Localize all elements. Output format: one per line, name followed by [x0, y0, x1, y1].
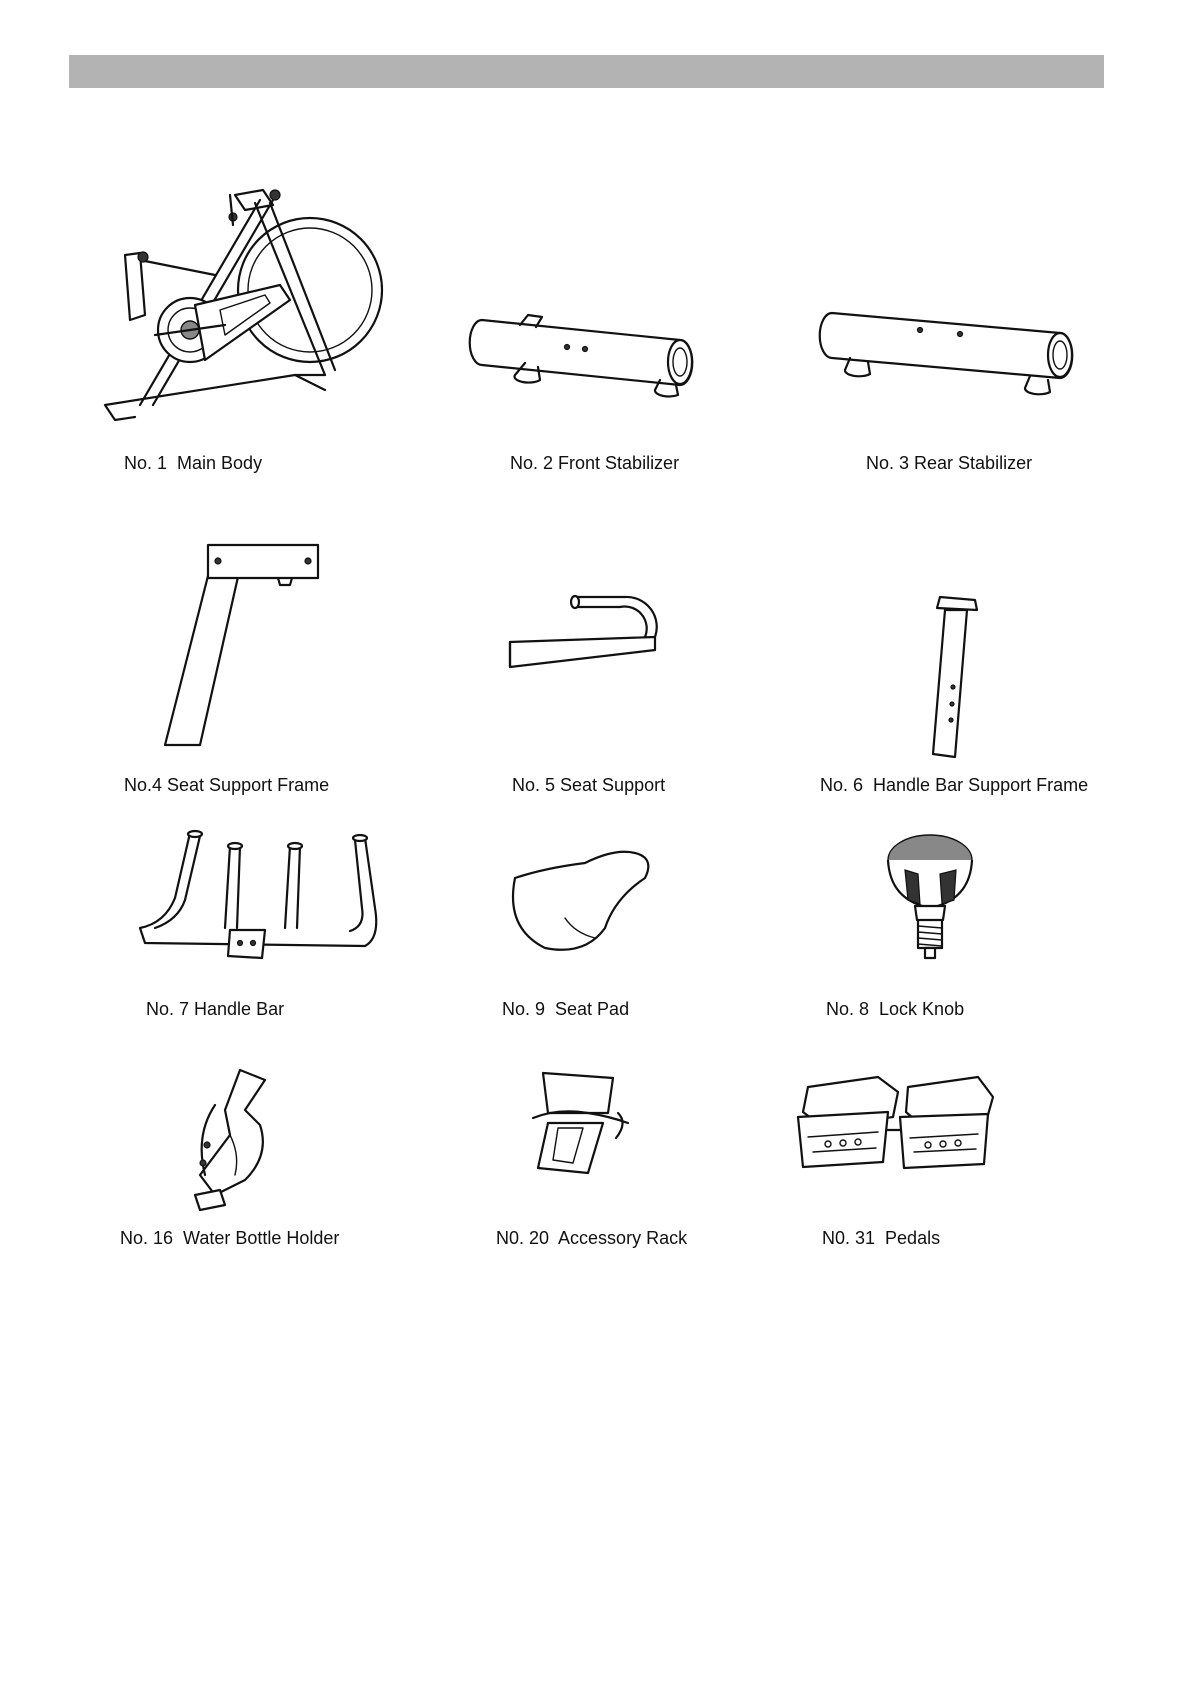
part-label-main-body: No. 1 Main Body — [124, 453, 263, 473]
part-label-rear-stabilizer: No. 3 Rear Stabilizer — [866, 453, 1033, 473]
part-label-lock-knob: No. 8 Lock Knob — [826, 999, 965, 1019]
pedals-illustration — [788, 1072, 998, 1182]
water-bottle-holder-illustration — [185, 1065, 295, 1215]
part-label-seat-pad: No. 9 Seat Pad — [502, 999, 630, 1019]
lock-knob-illustration — [880, 830, 980, 960]
part-label-seat-support: No. 5 Seat Support — [512, 775, 666, 795]
part-label-pedals: N0. 31 Pedals — [822, 1228, 941, 1248]
rear-stabilizer-illustration — [820, 308, 1080, 398]
part-label-seat-support-frame: No.4 Seat Support Frame — [124, 775, 330, 795]
section-header-bar — [69, 55, 1104, 88]
handle-bar-illustration — [140, 828, 380, 963]
part-label-handle-bar-support-frame: No. 6 Handle Bar Support Frame — [820, 775, 1089, 795]
seat-pad-illustration — [505, 838, 655, 958]
accessory-rack-illustration — [528, 1068, 638, 1178]
part-label-accessory-rack: N0. 20 Accessory Rack — [496, 1228, 688, 1248]
seat-support-illustration — [505, 592, 665, 682]
part-label-water-bottle-holder: No. 16 Water Bottle Holder — [120, 1228, 340, 1248]
front-stabilizer-illustration — [470, 315, 700, 400]
part-label-handle-bar: No. 7 Handle Bar — [146, 999, 285, 1019]
part-label-front-stabilizer: No. 2 Front Stabilizer — [510, 453, 680, 473]
seat-support-frame-illustration — [160, 540, 320, 755]
main-body-illustration — [95, 185, 335, 430]
handle-bar-support-frame-illustration — [905, 592, 995, 767]
